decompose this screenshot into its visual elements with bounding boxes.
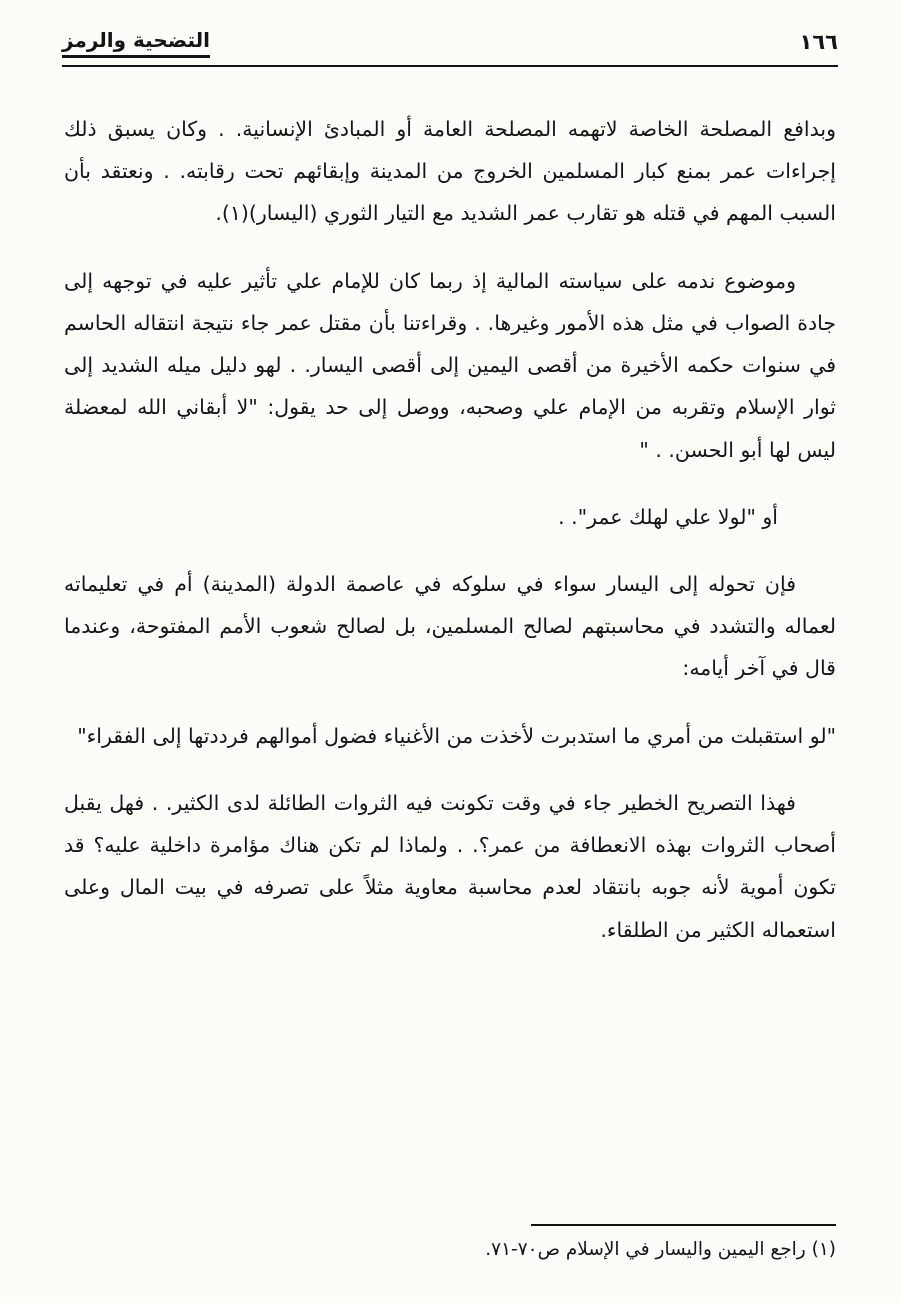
paragraph-3-quote: أو "لولا علي لهلك عمر". . bbox=[558, 504, 778, 529]
paragraph-1: وبدافع المصلحة الخاصة لاتهمه المصلحة العامة أو المبادئ الإنسانية. . وكان يسبق ذلك إجراءات عمر بمنع كبار المسلمين الخروج من المدينة وإبقائهم تحت رقابته. . ونعتقد بأن السبب المهم في قتله هو تقارب عمر الشديد مع التيار الثوري (اليسار)(١). bbox=[64, 117, 836, 226]
running-head-title: التضحية والرمز bbox=[62, 28, 210, 58]
paragraph-4: فإن تحوله إلى اليسار سواء في سلوكه في عاصمة الدولة (المدينة) أم في تعليماته لعماله والتشدد في محاسبتهم لصالح المسلمين، بل لصالح شعوب الأمم المفتوحة، وعندما قال في آخر أيامه: bbox=[64, 571, 836, 681]
footnote-text: (١) راجع اليمين واليسار في الإسلام ص٧٠-٧١. bbox=[485, 1239, 836, 1261]
paragraph-6: فهذا التصريح الخطير جاء في وقت تكونت فيه الثروات الطائلة لدى الكثير. . فهل يقبل أصحاب الثروات بهذه الانعطافة من عمر؟. . ولماذا لم تكن هناك مؤامرة داخلية عليه؟ قد تكون أموية لأنه جوبه بانتقاد لعدم محاسبة معاوية مثلاً على تصرفه في بيت المال وعلى استعماله الكثير من الطلقاء. bbox=[64, 790, 836, 942]
page-number: ١٦٦ bbox=[799, 30, 838, 54]
page-header bbox=[62, 28, 838, 67]
footnote-separator bbox=[531, 1224, 836, 1226]
paragraph-2: وموضوع ندمه على سياسته المالية إذ ربما كان للإمام علي تأثير عليه في توجهه إلى جادة الصواب في مثل هذه الأمور وغيرها. . وقراءتنا بأن مقتل عمر جاء نتيجة انتقاله الحاسم في سنوات حكمه الأخيرة من أقصى اليمين إلى أقصى اليسار. . لهو دليل ميله الشديد إلى ثوار الإسلام وتقربه من الإمام علي وصحبه، ووصل إلى حد يقول: "لا أبقاني الله لمعضلة ليس لها أبو الحسن. . " bbox=[64, 268, 836, 462]
footnote-area bbox=[64, 1224, 836, 1265]
paragraph-5-quote: "لو استقبلت من أمري ما استدبرت لأخذت من الأغنياء فضول أموالهم فرددتها إلى الفقراء" bbox=[77, 723, 836, 748]
page-body bbox=[64, 108, 836, 976]
